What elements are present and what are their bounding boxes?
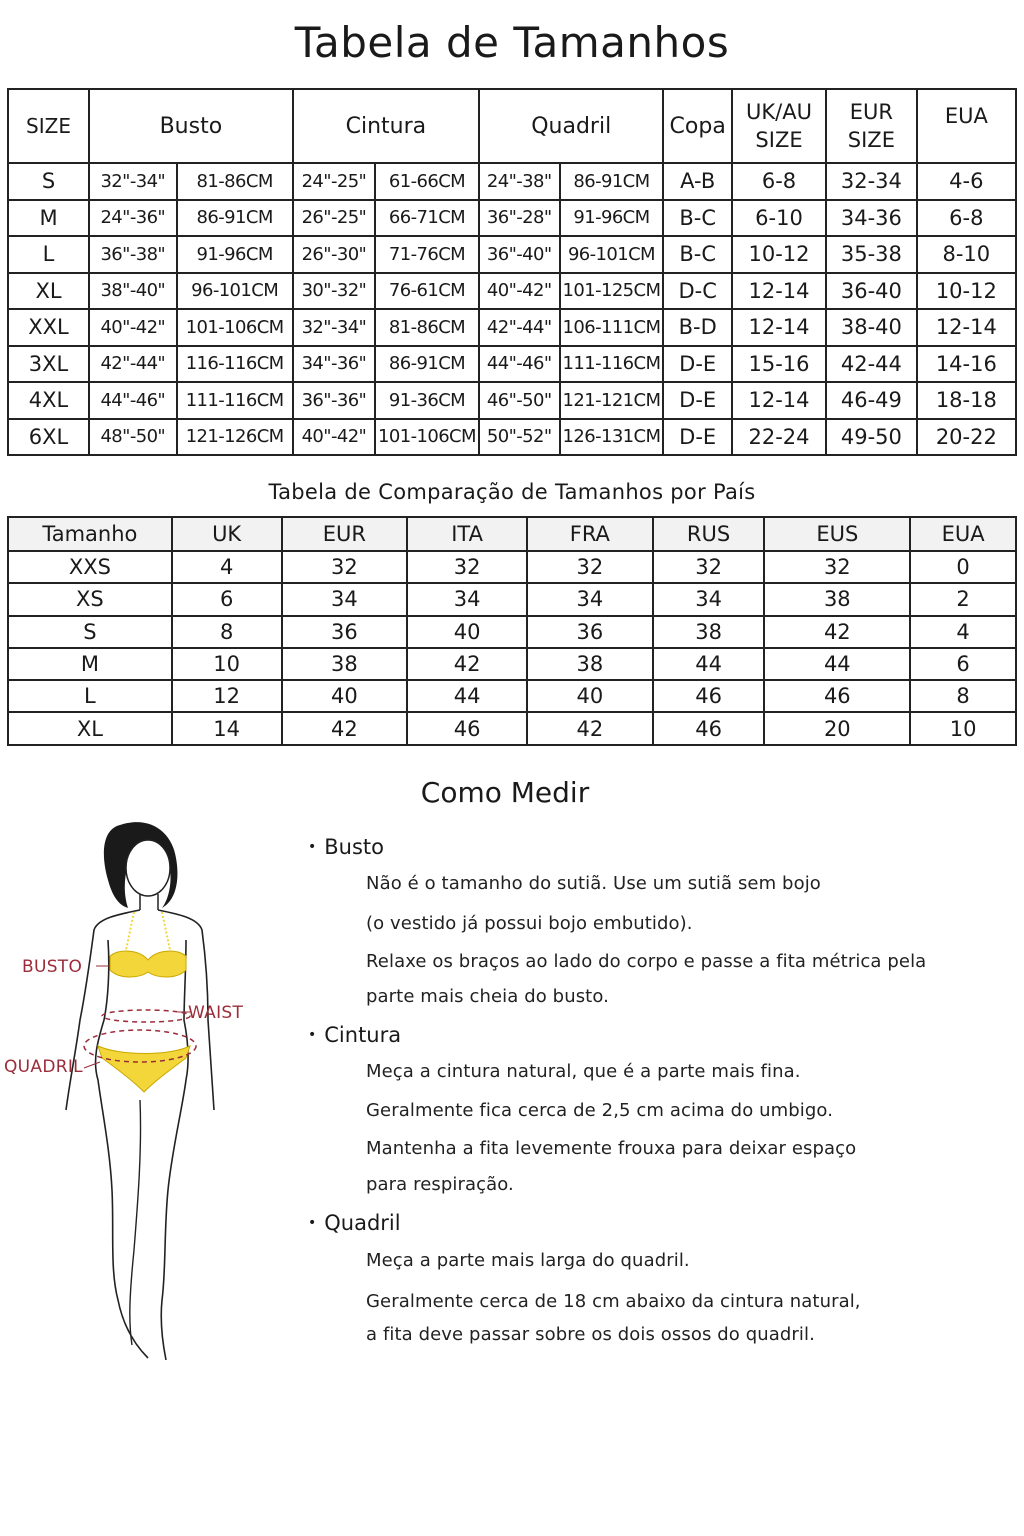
country-header-cell: EUA [910,517,1016,551]
guide-heading-busto [308,830,1008,864]
size-value-cell: 101-106CM [375,419,479,456]
country-value-cell: 36 [282,616,408,648]
country-value-cell: 44 [764,648,910,680]
guide-line: para respiração. [366,1174,514,1195]
size-value-cell: 34-36 [826,200,917,237]
country-value-cell: 32 [764,551,910,583]
size-value-cell: 81-86CM [177,163,293,200]
country-header-cell: EUR [282,517,408,551]
size-value-cell: 8-10 [917,236,1016,273]
size-value-cell: 10-12 [732,236,826,273]
size-value-cell: 30"-32" [293,273,375,310]
size-value-cell: 49-50 [826,419,917,456]
size-value-cell: 6-10 [732,200,826,237]
size-label-cell: 4XL [8,382,89,419]
size-row [8,382,1016,419]
country-value-cell: 32 [407,551,527,583]
size-value-cell: B-C [663,200,732,237]
country-value-cell: 8 [172,616,282,648]
country-value-cell: 32 [653,551,765,583]
size-value-cell: 106-111CM [560,309,664,346]
guide-heading-cintura [308,1018,1008,1052]
country-table-body [8,551,1016,745]
country-value-cell: 6 [172,583,282,615]
size-label-cell: M [8,200,89,237]
country-value-cell: 38 [527,648,653,680]
size-value-cell: 12-14 [917,309,1016,346]
size-value-cell: 91-96CM [560,200,664,237]
guide-line: Meça a cintura natural, que é a parte mais fina. [366,1061,801,1082]
guide-line: (o vestido já possui bojo embutido). [366,913,693,934]
country-size-cell: XL [8,712,172,744]
country-value-cell: 42 [764,616,910,648]
guide-line: Meça a parte mais larga do quadril. [366,1250,690,1271]
guide-line: Não é o tamanho do sutiã. Use um sutiã sem bojo [366,873,821,894]
size-value-cell: 76-61CM [375,273,479,310]
size-value-cell: 36"-36" [293,382,375,419]
size-value-cell: 46-49 [826,382,917,419]
country-header-cell: RUS [653,517,765,551]
size-table-header [8,89,1016,163]
size-row [8,273,1016,310]
guide-line: parte mais cheia do busto. [366,986,609,1007]
size-value-cell: D-E [663,419,732,456]
country-value-cell: 0 [910,551,1016,583]
country-value-cell: 10 [172,648,282,680]
country-value-cell: 38 [282,648,408,680]
bikini-bottom [98,1046,190,1092]
bullet-icon: • [308,839,317,855]
guide-line: a fita deve passar sobre os dois ossos do quadril. [366,1324,815,1345]
size-value-cell: 40"-42" [293,419,375,456]
size-value-cell: 24"-38" [479,163,560,200]
size-value-cell: 50"-52" [479,419,560,456]
size-value-cell: 6-8 [732,163,826,200]
size-value-cell: 32-34 [826,163,917,200]
country-value-cell: 20 [764,712,910,744]
size-table [7,88,1017,456]
size-value-cell: 4-6 [917,163,1016,200]
size-value-cell: 44"-46" [89,382,177,419]
country-size-cell: S [8,616,172,648]
size-value-cell: 36"-28" [479,200,560,237]
country-value-cell: 38 [653,616,765,648]
size-label-cell: 6XL [8,419,89,456]
guide-line: Geralmente cerca de 18 cm abaixo da cintura natural, [366,1291,861,1312]
guide-line: Mantenha a fita levemente frouxa para deixar espaço [366,1138,857,1159]
country-value-cell: 8 [910,680,1016,712]
size-label-cell: S [8,163,89,200]
country-value-cell: 36 [527,616,653,648]
size-value-cell: 71-76CM [375,236,479,273]
figure-label-quadril: QUADRIL [4,1057,83,1077]
country-value-cell: 40 [527,680,653,712]
country-value-cell: 10 [910,712,1016,744]
size-value-cell: 86-91CM [375,346,479,383]
header-eur [826,89,917,163]
size-value-cell: 12-14 [732,309,826,346]
header-eua: EUA [917,89,1016,163]
size-value-cell: 24"-36" [89,200,177,237]
country-size-cell: L [8,680,172,712]
header-ukau-line1: UK/AU [746,100,812,124]
country-comparison-table [7,516,1017,746]
country-value-cell: 40 [282,680,408,712]
size-value-cell: 38"-40" [89,273,177,310]
header-quadril: Quadril [479,89,663,163]
head-shape [126,840,170,896]
bikini-top [110,951,186,977]
size-value-cell: 20-22 [917,419,1016,456]
country-size-cell: XS [8,583,172,615]
country-row [8,712,1016,744]
size-value-cell: A-B [663,163,732,200]
size-value-cell: 121-126CM [177,419,293,456]
figure-label-busto: BUSTO [22,957,83,977]
size-value-cell: 111-116CM [177,382,293,419]
country-value-cell: 42 [527,712,653,744]
size-label-cell: XXL [8,309,89,346]
how-to-measure-title: Como Medir [420,776,590,809]
size-value-cell: 46"-50" [479,382,560,419]
country-value-cell: 44 [407,680,527,712]
size-value-cell: 116-116CM [177,346,293,383]
size-value-cell: 26"-25" [293,200,375,237]
size-value-cell: 121-121CM [560,382,664,419]
waist-tape-line [102,1010,190,1022]
size-value-cell: B-D [663,309,732,346]
size-value-cell: D-C [663,273,732,310]
size-value-cell: B-C [663,236,732,273]
size-value-cell: 111-116CM [560,346,664,383]
size-value-cell: 101-106CM [177,309,293,346]
size-value-cell: 96-101CM [560,236,664,273]
size-value-cell: 126-131CM [560,419,664,456]
country-value-cell: 44 [653,648,765,680]
size-value-cell: 35-38 [826,236,917,273]
measurement-guide [308,830,1008,1354]
size-row [8,419,1016,456]
country-value-cell: 14 [172,712,282,744]
size-row [8,309,1016,346]
size-value-cell: 42"-44" [479,309,560,346]
header-copa: Copa [663,89,732,163]
country-row [8,648,1016,680]
country-row [8,583,1016,615]
country-header-cell: FRA [527,517,653,551]
size-value-cell: 91-36CM [375,382,479,419]
header-size: SIZE [8,89,89,163]
size-value-cell: 36-40 [826,273,917,310]
country-value-cell: 42 [282,712,408,744]
size-value-cell: 12-14 [732,382,826,419]
guide-line: Relaxe os braços ao lado do corpo e passe a fita métrica pela [366,951,927,972]
size-value-cell: 91-96CM [177,236,293,273]
country-size-cell: M [8,648,172,680]
country-header-cell: UK [172,517,282,551]
header-ukau [732,89,826,163]
country-header-cell: Tamanho [8,517,172,551]
guide-heading-text: Busto [324,835,385,859]
size-value-cell: D-E [663,346,732,383]
guide-line: Geralmente fica cerca de 2,5 cm acima do umbigo. [366,1100,834,1121]
size-value-cell: 96-101CM [177,273,293,310]
size-value-cell: 38-40 [826,309,917,346]
size-value-cell: 86-91CM [177,200,293,237]
country-row [8,616,1016,648]
header-cintura: Cintura [293,89,479,163]
country-value-cell: 46 [653,680,765,712]
bullet-icon: • [308,1215,317,1231]
size-row [8,346,1016,383]
size-value-cell: 40"-42" [89,309,177,346]
country-header-cell: EUS [764,517,910,551]
size-table-body [8,163,1016,455]
country-value-cell: 46 [764,680,910,712]
figure-label-waist: WAIST [188,1003,244,1023]
size-value-cell: 36"-38" [89,236,177,273]
size-value-cell: 32"-34" [89,163,177,200]
size-value-cell: 32"-34" [293,309,375,346]
size-label-cell: L [8,236,89,273]
body-measurement-figure [0,805,300,1385]
header-eur-line2: SIZE [847,128,895,152]
country-value-cell: 6 [910,648,1016,680]
size-value-cell: 6-8 [917,200,1016,237]
country-size-cell: XXS [8,551,172,583]
size-value-cell: 66-71CM [375,200,479,237]
header-busto: Busto [89,89,293,163]
size-value-cell: 81-86CM [375,309,479,346]
country-value-cell: 32 [282,551,408,583]
size-value-cell: 86-91CM [560,163,664,200]
country-value-cell: 12 [172,680,282,712]
size-value-cell: 12-14 [732,273,826,310]
size-value-cell: 42-44 [826,346,917,383]
size-label-cell: XL [8,273,89,310]
size-value-cell: 40"-42" [479,273,560,310]
guide-heading-quadril [308,1206,1008,1240]
guide-heading-text: Quadril [324,1211,401,1235]
size-value-cell: 36"-40" [479,236,560,273]
country-value-cell: 34 [282,583,408,615]
size-value-cell: 101-125CM [560,273,664,310]
torso-legs-outline [96,940,189,1360]
country-value-cell: 2 [910,583,1016,615]
guide-heading-text: Cintura [324,1023,402,1047]
country-value-cell: 46 [407,712,527,744]
size-value-cell: 18-18 [917,382,1016,419]
size-row [8,200,1016,237]
country-header-cell: ITA [407,517,527,551]
country-table-title: Tabela de Comparação de Tamanhos por País [268,480,756,504]
country-value-cell: 34 [653,583,765,615]
size-value-cell: 44"-46" [479,346,560,383]
size-value-cell: 15-16 [732,346,826,383]
size-value-cell: 61-66CM [375,163,479,200]
country-table-header [8,517,1016,551]
size-value-cell: 26"-30" [293,236,375,273]
size-value-cell: 34"-36" [293,346,375,383]
country-value-cell: 42 [407,648,527,680]
size-row [8,236,1016,273]
country-row [8,551,1016,583]
size-value-cell: 48"-50" [89,419,177,456]
country-value-cell: 38 [764,583,910,615]
size-row [8,163,1016,200]
country-row [8,680,1016,712]
bullet-icon: • [308,1027,317,1043]
header-eur-line1: EUR [849,100,893,124]
header-ukau-line2: SIZE [755,128,803,152]
size-value-cell: 42"-44" [89,346,177,383]
size-value-cell: 24"-25" [293,163,375,200]
country-value-cell: 46 [653,712,765,744]
country-value-cell: 4 [910,616,1016,648]
country-value-cell: 34 [407,583,527,615]
country-value-cell: 4 [172,551,282,583]
size-label-cell: 3XL [8,346,89,383]
country-value-cell: 34 [527,583,653,615]
country-value-cell: 40 [407,616,527,648]
size-value-cell: D-E [663,382,732,419]
country-value-cell: 32 [527,551,653,583]
page-title: Tabela de Tamanhos [294,18,730,67]
size-value-cell: 10-12 [917,273,1016,310]
size-value-cell: 22-24 [732,419,826,456]
size-value-cell: 14-16 [917,346,1016,383]
